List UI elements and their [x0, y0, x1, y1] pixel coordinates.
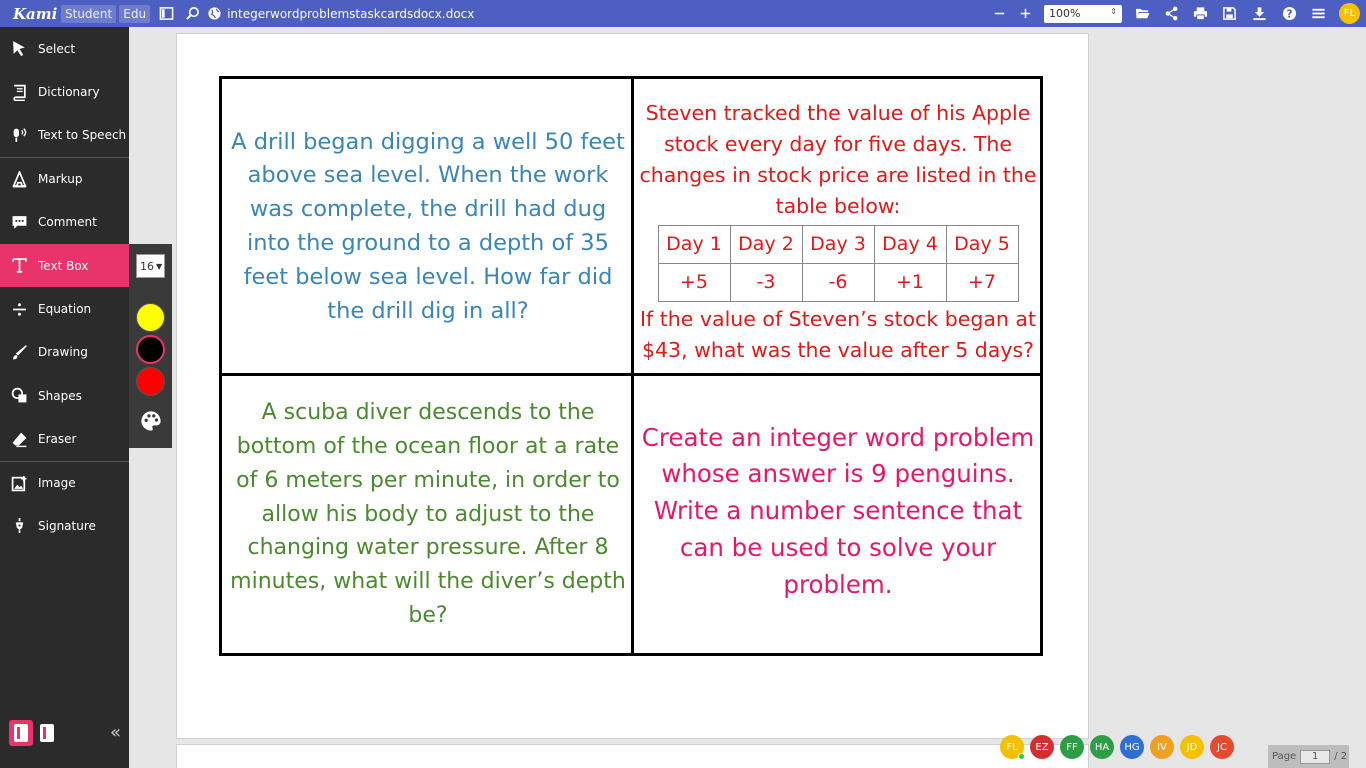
tool-label: Equation: [38, 302, 92, 317]
tool-label: Drawing: [38, 345, 88, 360]
avatar[interactable]: [1120, 735, 1144, 759]
task-card-intro: Steven tracked the value of his Apple stock every day for five days. The changes in stock price are listed in the table below:: [639, 101, 1037, 218]
tool-drawing[interactable]: [0, 331, 129, 374]
user-avatar[interactable]: FL: [1339, 3, 1360, 24]
tool-shapes[interactable]: [0, 374, 129, 417]
task-card-grid: [219, 76, 1043, 656]
tool-sidebar: [0, 27, 129, 768]
tool-select[interactable]: [0, 27, 129, 70]
save-icon[interactable]: [1215, 0, 1244, 27]
table-row: [658, 264, 1018, 302]
tool-markup[interactable]: [0, 157, 129, 200]
zoom-select[interactable]: [1044, 5, 1122, 23]
tool-label: Text to Speech: [38, 128, 127, 143]
avatar[interactable]: [1150, 735, 1174, 759]
globe-icon: [205, 0, 223, 27]
menu-icon[interactable]: [1304, 0, 1333, 27]
avatar[interactable]: [1000, 735, 1024, 759]
tool-label: Image: [38, 476, 76, 491]
table-header-cell: Day 5: [946, 226, 1018, 264]
table-cell: +1: [874, 264, 946, 302]
table-cell: -3: [730, 264, 802, 302]
task-card-text: A drill began digging a well 50 feet above sea level. When the work was complete, the drill had dug into the ground to a depth of 35 feet below sea level. How far did the drill dig in all?: [231, 128, 625, 324]
task-card-drill: [228, 79, 628, 373]
text-box-options-panel: [129, 244, 172, 448]
sidebar-toggle-icon[interactable]: [153, 0, 179, 27]
page-total: / 2: [1334, 751, 1348, 762]
tool-text-to-speech[interactable]: [0, 114, 129, 157]
document-page-2[interactable]: [176, 741, 1089, 768]
download-icon[interactable]: [1244, 0, 1275, 27]
page-view-icon: [40, 724, 54, 742]
table-cell: -6: [802, 264, 874, 302]
book-icon: [10, 83, 28, 101]
tool-image[interactable]: [0, 461, 129, 504]
avatar-initials: HA: [1094, 741, 1110, 753]
table-header-cell: Day 1: [658, 226, 730, 264]
tool-label: Eraser: [38, 432, 77, 447]
avatar[interactable]: [1180, 735, 1204, 759]
color-swatch-yellow[interactable]: [136, 303, 165, 332]
image-icon: [10, 474, 28, 492]
top-toolbar: [0, 0, 1366, 27]
color-swatch-black[interactable]: [136, 335, 165, 364]
tool-label: Signature: [38, 518, 96, 533]
collaborator-avatars: [1000, 735, 1240, 759]
tool-label: Select: [38, 41, 76, 56]
divide-icon: [10, 300, 28, 318]
brush-icon: [10, 343, 28, 361]
table-header-cell: Day 3: [802, 226, 874, 264]
avatar-initials: FF: [1066, 741, 1078, 753]
tool-label: Markup: [38, 172, 83, 187]
task-card-text: Create an integer word problem whose answer is 9 penguins. Write a number sentence that can be used to solve your problem.: [641, 422, 1035, 599]
eraser-icon: [10, 430, 28, 448]
cursor-icon: [10, 40, 28, 58]
edu-badge: Edu: [119, 5, 150, 23]
document-filename: integerwordproblemstaskcardsdocx.docx: [227, 6, 475, 21]
tool-label: Dictionary: [38, 85, 100, 100]
tool-equation[interactable]: [0, 287, 129, 330]
share-icon[interactable]: [1157, 0, 1186, 27]
zoom-in-icon[interactable]: [1012, 0, 1038, 27]
zoom-value: 100%: [1049, 6, 1081, 20]
markup-icon: [10, 170, 28, 188]
task-card-stock: [634, 79, 1042, 373]
task-card-scuba: [228, 376, 628, 653]
page-label: Page: [1272, 751, 1297, 762]
zoom-out-icon[interactable]: [986, 0, 1012, 27]
page-number-input[interactable]: 1: [1300, 750, 1330, 764]
tool-text-box[interactable]: [0, 244, 129, 287]
avatar[interactable]: [1030, 735, 1054, 759]
kami-logo: Kami: [13, 4, 58, 23]
avatar[interactable]: [1210, 735, 1234, 759]
tool-eraser[interactable]: [0, 418, 129, 461]
dual-page-view-button[interactable]: [35, 720, 59, 746]
avatar-initials: HG: [1124, 741, 1140, 753]
table-cell: +7: [946, 264, 1018, 302]
tool-comment[interactable]: [0, 201, 129, 244]
font-size-select[interactable]: [136, 254, 165, 278]
chevron-down-icon: ▼: [156, 261, 163, 271]
speech-icon: [10, 126, 28, 144]
tool-label: Comment: [38, 215, 97, 230]
student-badge: Student: [61, 5, 116, 23]
avatar[interactable]: [1090, 735, 1114, 759]
tool-label: Text Box: [38, 258, 89, 273]
single-page-view-button[interactable]: [9, 720, 33, 746]
collapse-sidebar-icon[interactable]: «: [109, 722, 121, 743]
online-indicator: [1018, 753, 1025, 760]
help-icon[interactable]: [1275, 0, 1304, 27]
search-icon[interactable]: [179, 0, 205, 27]
stock-change-table: [658, 225, 1019, 302]
avatar-initials: IV: [1157, 741, 1167, 753]
table-header-cell: Day 4: [874, 226, 946, 264]
palette-icon[interactable]: [140, 410, 162, 432]
document-page-1[interactable]: [176, 33, 1089, 739]
svg-text:?: ?: [1286, 8, 1293, 21]
tool-dictionary[interactable]: [0, 70, 129, 113]
pen-nib-icon: [10, 517, 28, 535]
tool-label: Shapes: [38, 388, 82, 403]
tool-signature[interactable]: [0, 504, 129, 547]
table-cell: +5: [658, 264, 730, 302]
table-header-cell: Day 2: [730, 226, 802, 264]
avatar-initials: JC: [1217, 741, 1227, 753]
task-card-text: A scuba diver descends to the bottom of the ocean floor at a rate of 6 meters per minute, in order to allow his body to adjust to the changing water pressure. After 8 minutes, what will the diver’s depth be?: [230, 400, 626, 628]
avatar-initials: FL: [1006, 741, 1018, 753]
task-card-question: If the value of Steven’s stock began at $43, what was the value after 5 days?: [639, 307, 1037, 362]
text-icon: [10, 257, 28, 275]
table-row: [658, 226, 1018, 264]
chevron-updown-icon: ⇕: [1110, 6, 1117, 16]
avatar[interactable]: [1060, 735, 1084, 759]
avatar-initials: EZ: [1035, 741, 1049, 753]
sidebar-footer: [0, 720, 129, 750]
font-size-value: 16: [140, 259, 154, 273]
avatar-initials: JD: [1186, 741, 1198, 753]
page-view-icon: [14, 724, 28, 742]
shapes-icon: [10, 387, 28, 405]
folder-open-icon[interactable]: [1128, 0, 1157, 27]
color-swatch-red[interactable]: [136, 367, 165, 396]
task-card-create-problem: [634, 376, 1042, 653]
page-navigator: [1268, 745, 1349, 768]
comment-icon: [10, 213, 28, 231]
print-icon[interactable]: [1186, 0, 1215, 27]
